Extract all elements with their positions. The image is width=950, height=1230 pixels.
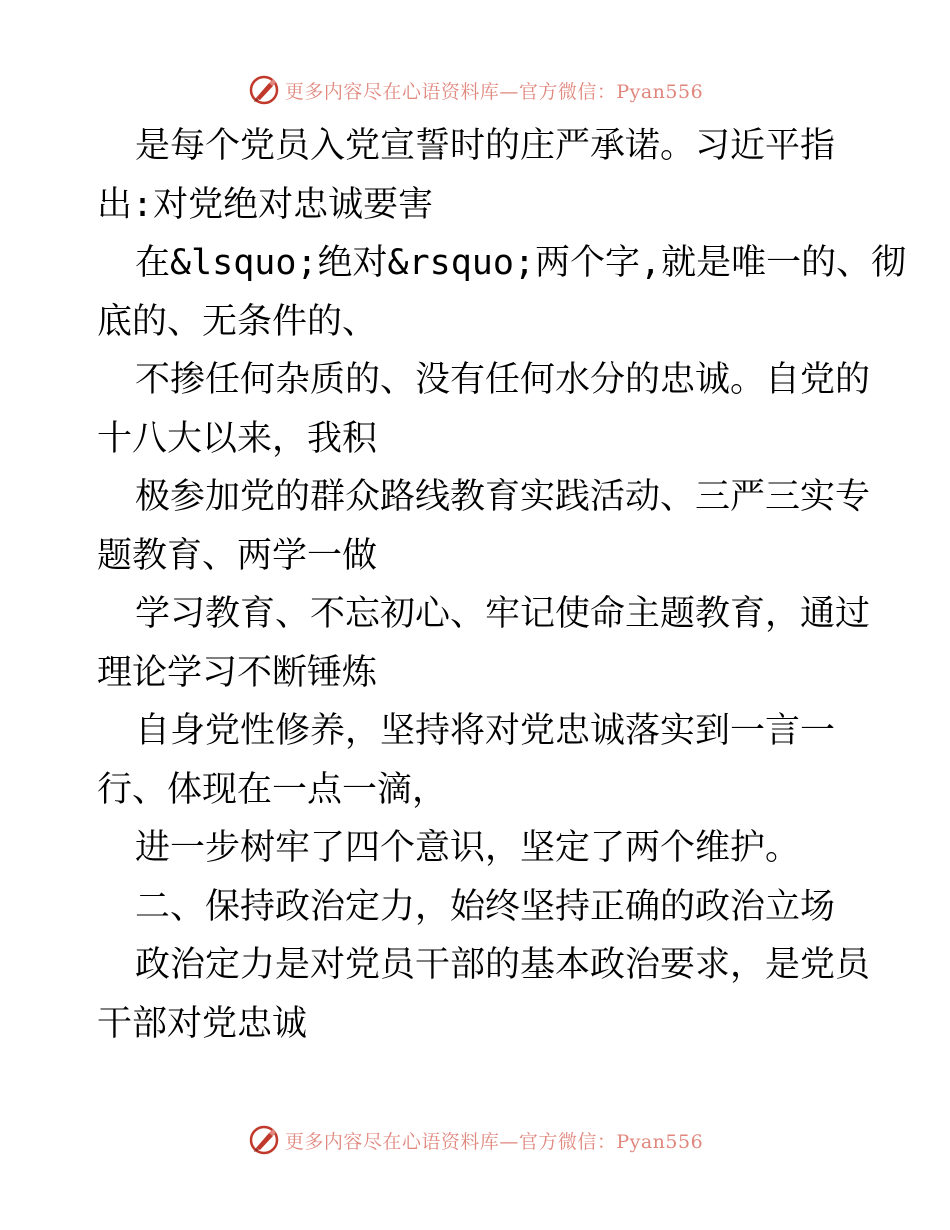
paragraph-line: 十八大以来，我积	[97, 418, 378, 459]
paragraph-line: 干部对党忠诚	[97, 1003, 308, 1044]
paragraph-line: 题教育、两学一做	[97, 535, 378, 576]
header-watermark	[0, 70, 950, 110]
document-body	[97, 117, 907, 1053]
paragraph-line: 在&lsquo;绝对&rsquo;两个字,就是唯一的、彻	[135, 243, 907, 283]
section-heading: 二、保持政治定力，始终坚持正确的政治立场	[135, 886, 836, 927]
pen-logo-icon	[247, 1123, 281, 1157]
pen-logo-icon	[247, 73, 281, 107]
footer-watermark-text: 更多内容尽在心语资料库—官方微信：Pyan556	[284, 1130, 704, 1153]
paragraph-line: 是每个党员入党宣誓时的庄严承诺。习近平指	[135, 126, 836, 166]
header-watermark-text: 更多内容尽在心语资料库—官方微信：Pyan556	[284, 80, 704, 103]
footer-watermark	[0, 1120, 950, 1160]
paragraph-line: 不掺任何杂质的、没有任何水分的忠诚。自党的	[135, 360, 871, 400]
paragraph-line: 理论学习不断锤炼	[97, 652, 378, 693]
paragraph-line: 进一步树牢了四个意识，坚定了两个维护。	[135, 828, 801, 868]
paragraph-line: 行、体现在一点一滴，	[97, 769, 448, 810]
paragraph-line: 自身党性修养，坚持将对党忠诚落实到一言一	[135, 711, 836, 751]
paragraph-line: 政治定力是对党员干部的基本政治要求，是党员	[135, 945, 871, 985]
paragraph-line: 出:对党绝对忠诚要害	[97, 184, 434, 225]
paragraph-line: 学习教育、不忘初心、牢记使命主题教育，通过	[135, 594, 871, 634]
paragraph-line: 底的、无条件的、	[97, 301, 378, 342]
paragraph-line: 极参加党的群众路线教育实践活动、三严三实专	[135, 477, 871, 517]
